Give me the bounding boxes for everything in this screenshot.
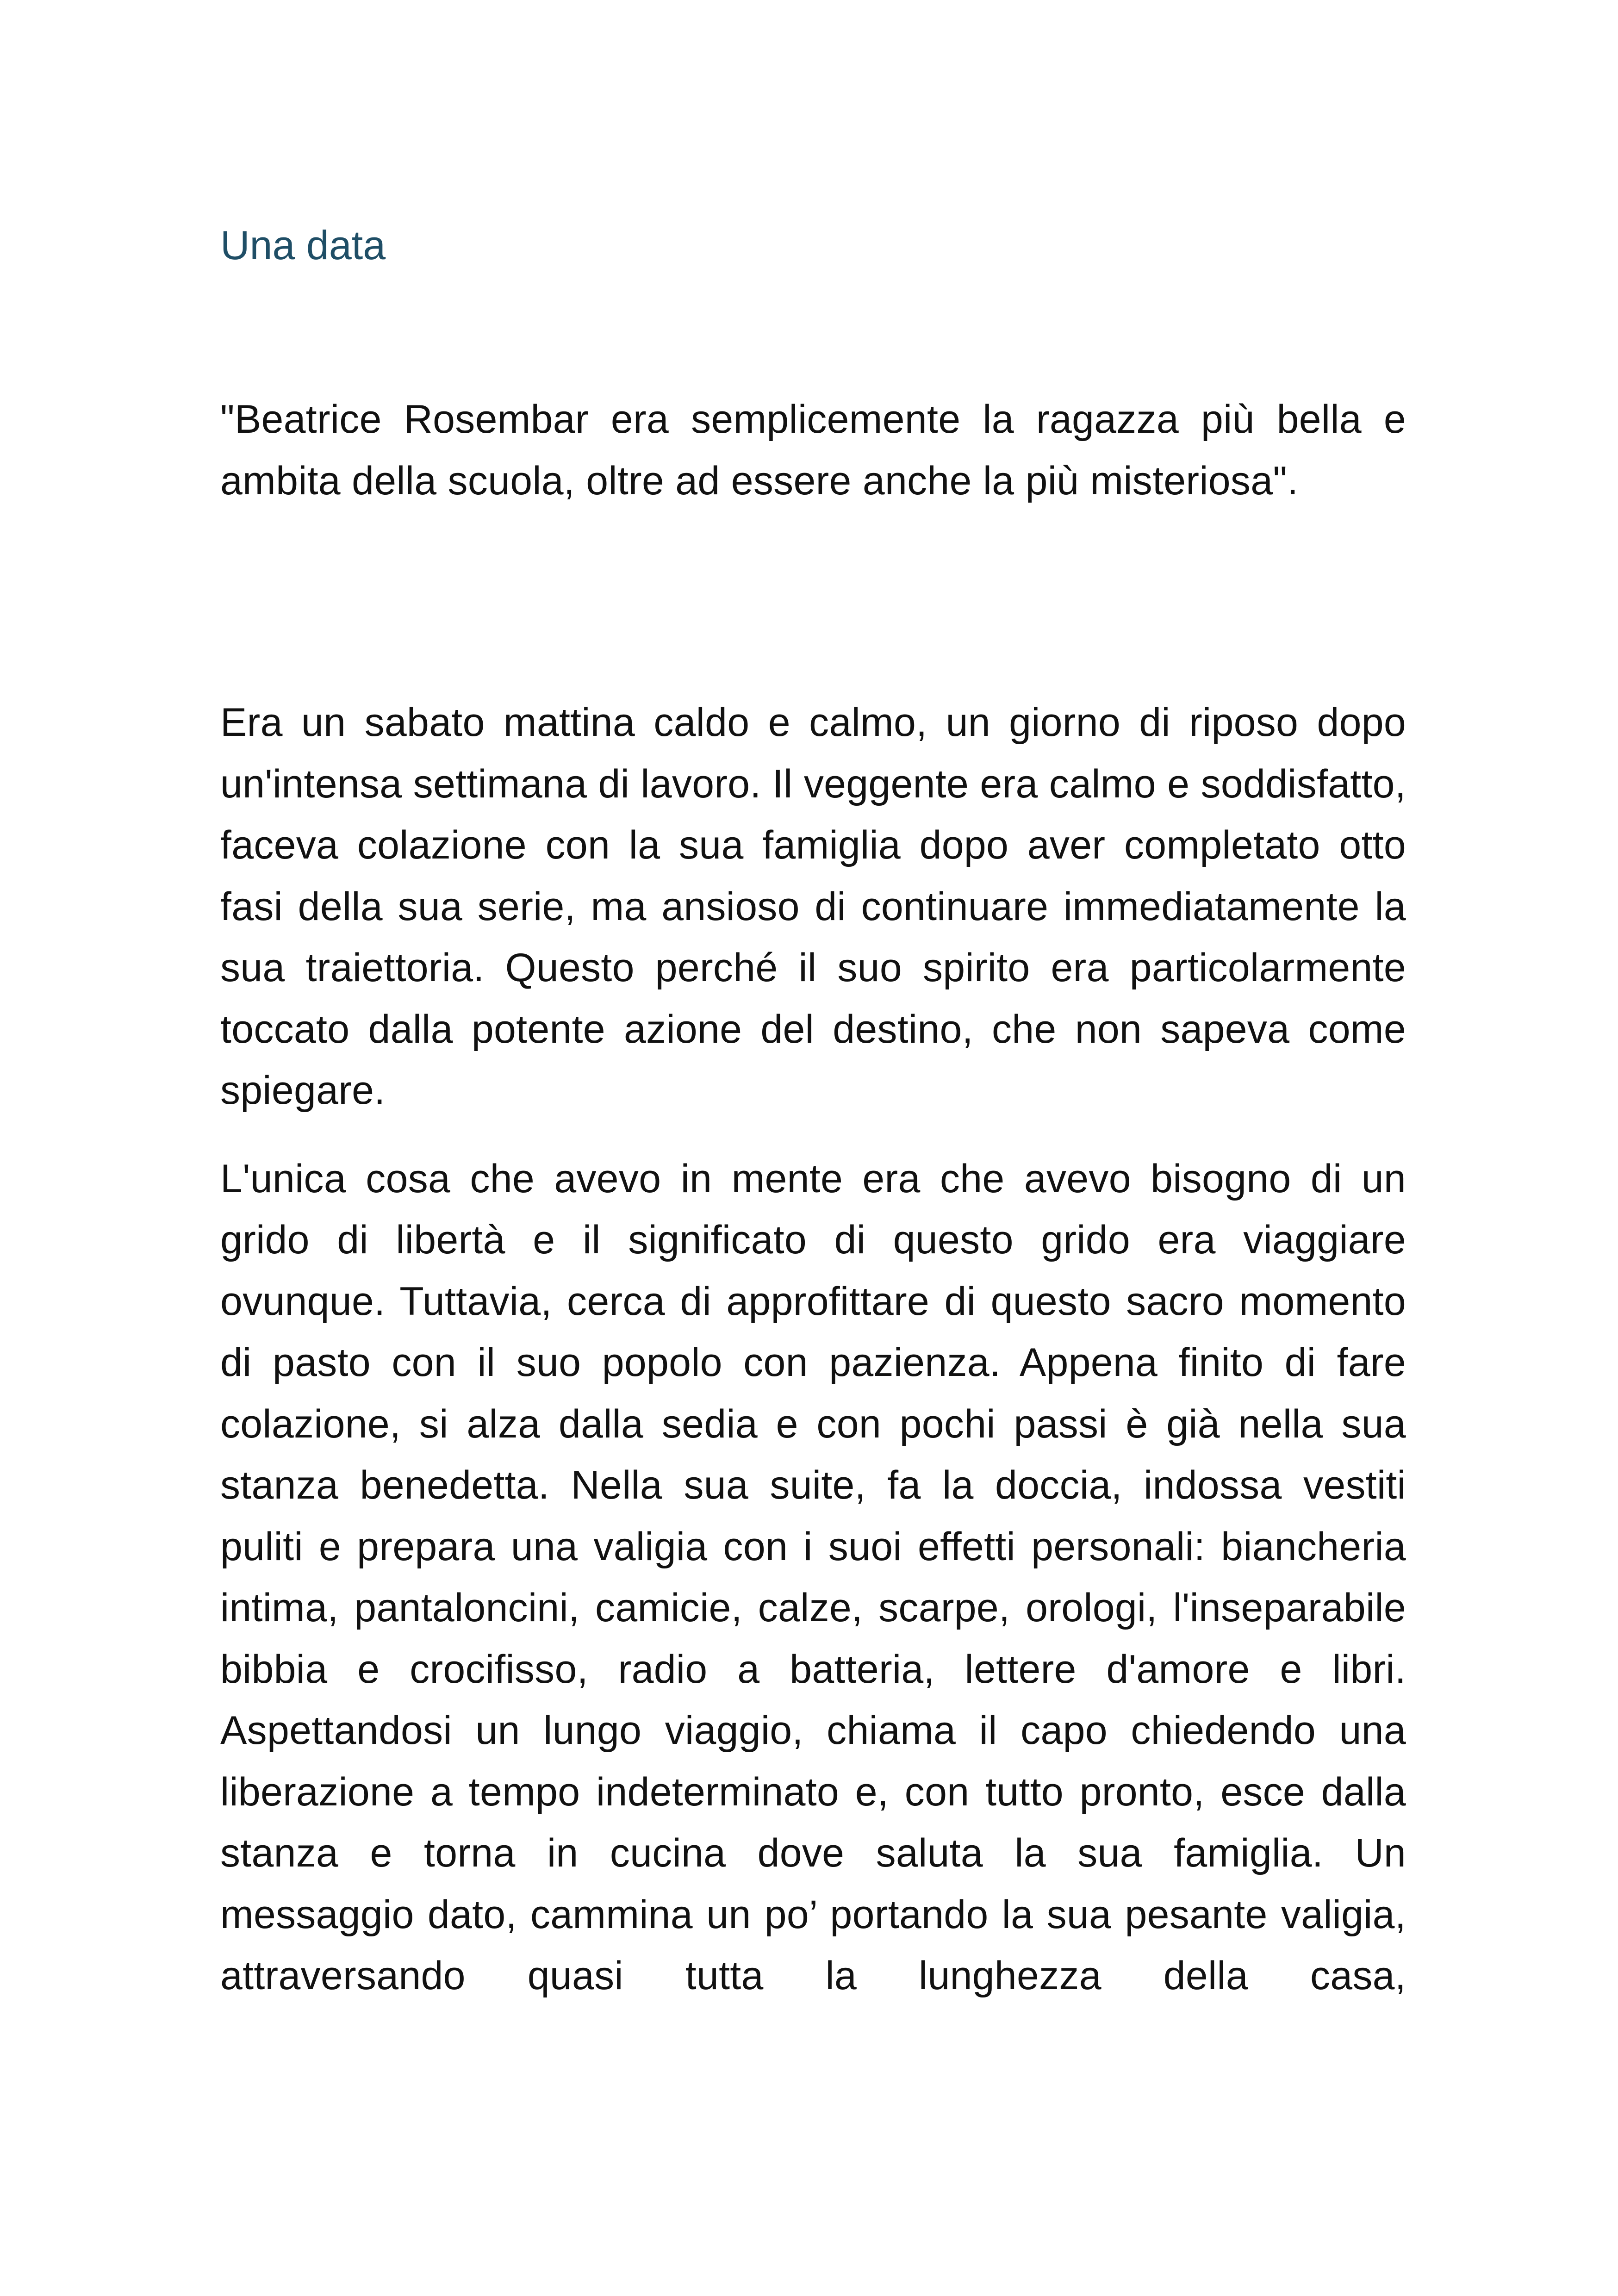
document-title: Una data — [220, 222, 386, 268]
epigraph-block — [220, 389, 1406, 511]
paragraph-2: L'unica cosa che avevo in mente era che avevo bisogno di un grido di libertà e il significato di questo grido era viaggiare ovunque. Tuttavia, cerca di approfittare di questo sacro momento di pasto con il suo popolo con pazienza. Appena finito di fare colazione, si alza dalla sedia e con pochi passi è già nella sua stanza benedetta. Nella sua suite, fa la doccia, indossa vestiti puliti e prepara una valigia con i suoi effetti personali: biancheria intima, pantaloncini, camicie, calze, scarpe, orologi, l'inseparabile bibbia e crocifisso, radio a batteria, lettere d'amore e libri. Aspettandosi un lungo viaggio, chiama il capo chiedendo una liberazione a tempo indeterminato e, con tutto pronto, esce dalla stanza e torna in cucina dove saluta la sua famiglia. Un messaggio dato, cammina un po’ portando la sua pesante valigia, attraversando quasi tutta la lunghezza della casa, — [220, 1156, 1406, 1998]
epigraph-quote: "Beatrice Rosembar era semplicemente la ragazza più bella e ambita della scuola, oltre ad essere anche la più misteriosa". — [220, 397, 1406, 503]
body-text — [220, 692, 1406, 2007]
paragraph-1: Era un sabato mattina caldo e calmo, un giorno di riposo dopo un'intensa settimana di lavoro. Il veggente era calmo e soddisfatto, faceva colazione con la sua famiglia dopo aver completato otto fasi della sua serie, ma ansioso di continuare immediatamente la sua traiettoria. Questo perché il suo spirito era particolarmente toccato dalla potente azione del destino, che non sapeva come spiegare. — [220, 700, 1406, 1113]
